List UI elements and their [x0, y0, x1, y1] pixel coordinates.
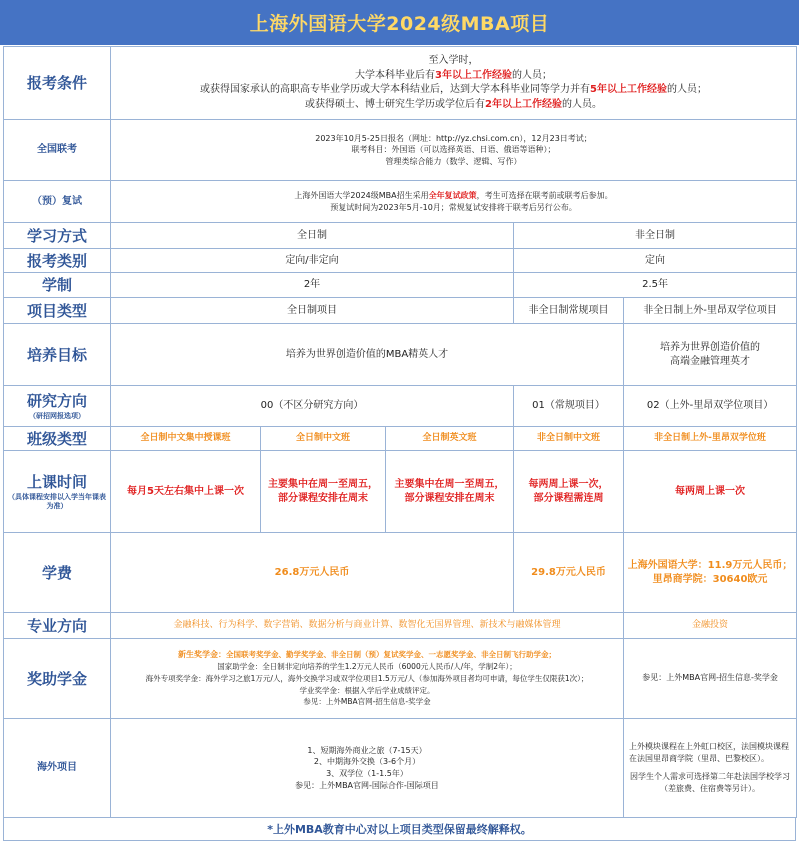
direction-label-text: 研究方向: [26, 391, 87, 410]
row-scholarship: [4, 639, 797, 719]
conditions-line-3: [114, 83, 793, 98]
overseas-label: 海外项目: [4, 719, 111, 818]
schedule-label-text: 上课时间: [26, 473, 87, 492]
retest-line-2: 预复试时间为2023年5月-10月；常规复试安排将于联考后另行公布。: [330, 202, 577, 212]
schedule-label: [4, 451, 111, 533]
schedule-c2: [261, 451, 386, 533]
major-c1: 金融科技、行为科学、数字营销、数据分析与商业计算、数智化无国界管理、新技术与融媒体管理: [111, 613, 624, 639]
duration-fulltime: 2年: [111, 273, 514, 298]
study-mode-label: 学习方式: [4, 223, 111, 249]
schedule-c2-line-1: 主要集中在周一至周五，: [268, 479, 378, 490]
row-exam: [4, 120, 797, 181]
exam-line-1: 2023年10月5-25日报名（网址：http://yz.chsi.com.cn），12月23日考试；: [315, 133, 592, 143]
program-type-c1: 全日制项目: [111, 298, 514, 324]
apply-type-parttime: 定向: [514, 249, 797, 273]
text: ，考生可选择在联考前或联考后参加。: [476, 190, 613, 200]
overseas-right-1: 上外模块课程在上外虹口校区，法国模块课程在法国里昂商学院（里昂、巴黎校区）。: [629, 742, 789, 763]
class-type-c5: 非全日制上外-里昂双学位班: [624, 427, 797, 451]
highlight: 全年复试政策: [428, 190, 477, 200]
tuition-c3-line-2: 里昂商学院：30640欧元: [652, 573, 768, 585]
program-type-c2: 非全日制常规项目: [514, 298, 624, 324]
scholarship-label: 奖助学金: [4, 639, 111, 719]
study-mode-parttime: 非全日制: [514, 223, 797, 249]
conditions-line-2: [114, 69, 793, 84]
row-duration: [4, 273, 797, 298]
row-conditions: [4, 47, 797, 120]
apply-type-label: 报考类别: [4, 249, 111, 273]
apply-type-fulltime: 定向/非定向: [111, 249, 514, 273]
scholarship-line-1: [114, 649, 620, 661]
text: 的人员。: [562, 98, 603, 110]
scholarship-line-4: 学业奖学金：根据入学后学业成绩评定。: [299, 685, 435, 695]
footer-note: *上外MBA教育中心对以上项目类型保留最终解释权。: [3, 817, 796, 841]
row-retest: [4, 181, 797, 223]
schedule-c3-line-1: 主要集中在周一至周五，: [394, 479, 505, 490]
schedule-c2-line-2: 部分课程安排在周末: [278, 492, 368, 504]
row-major: [4, 613, 797, 639]
retest-cell: [111, 181, 797, 223]
overseas-line-1: 1、短期海外商业之旅（7-15天）: [307, 745, 427, 755]
direction-label-sub: （研招网报选项）: [29, 411, 85, 420]
schedule-c4-line-2: 部分课程需连周: [533, 492, 604, 504]
row-overseas: [4, 719, 797, 818]
tuition-label: 学费: [4, 533, 111, 613]
scholarship-line-5: 参见：上外MBA官网-招生信息-奖学金: [303, 697, 431, 707]
program-type-label: 项目类型: [4, 298, 111, 324]
row-tuition: [4, 533, 797, 613]
schedule-c4-line-1: 每两周上课一次，: [528, 479, 609, 490]
row-direction: [4, 386, 797, 427]
text: 的人员；: [667, 84, 708, 95]
highlight: 全国联考奖学金、勤学奖学金、非全日制（预）复试奖学金、一志愿奖学金、非全日制飞行助学金；: [226, 650, 556, 660]
exam-line-2: 联考科目：外国语（可以选择英语、日语、俄语等语种）；: [351, 145, 556, 155]
duration-parttime: 2.5年: [514, 273, 797, 298]
row-class-type: [4, 427, 797, 451]
exam-cell: [111, 120, 797, 181]
direction-label: [4, 386, 111, 427]
duration-label: 学制: [4, 273, 111, 298]
goal-label: 培养目标: [4, 324, 111, 386]
highlight: 5年以上工作经验: [590, 84, 668, 95]
text: 大学本科毕业后有: [355, 69, 436, 81]
overseas-line-3: 3、双学位（1-1.5年）: [326, 769, 408, 778]
highlight: 2年以上工作经验: [485, 98, 563, 110]
row-goal: [4, 324, 797, 386]
goal-c2-line-1: 培养为世界创造价值的: [660, 342, 761, 353]
row-schedule: [4, 451, 797, 533]
page-title: 上海外国语大学2024级MBA项目: [249, 13, 550, 35]
program-type-c3: 非全日制上外-里昂双学位项目: [624, 298, 797, 324]
scholarship-cell: [111, 639, 624, 719]
exam-label: 全国联考: [4, 120, 111, 181]
tuition-c3-line-1: 上海外国语大学：11.9万元人民币；: [627, 560, 793, 571]
direction-c1: 00（不区分研究方向）: [111, 386, 514, 427]
exam-line-3: 管理类综合能力（数学、逻辑、写作）: [385, 156, 522, 166]
program-table: [3, 46, 797, 818]
text: 或获得国家承认的高职高专毕业学历或大学本科结业后，达到大学本科毕业同等学力并有: [200, 84, 591, 95]
schedule-c5: 每两周上课一次: [624, 451, 797, 533]
direction-c2: 01（常规项目）: [514, 386, 624, 427]
study-mode-fulltime: 全日制: [111, 223, 514, 249]
row-program-type: [4, 298, 797, 324]
scholarship-line-2: 国家助学金：全日制非定向培养的学生1.2万元人民币（6000元人民币/人/年，学制2年）；: [217, 662, 517, 672]
class-type-c2: 全日制中文班: [261, 427, 386, 451]
retest-label: （预）复试: [4, 181, 111, 223]
conditions-cell: [111, 47, 797, 120]
overseas-line-2: 2、中期海外交换（3-6个月）: [313, 757, 421, 767]
text: 新生奖学金：: [178, 650, 226, 660]
overseas-cell: [111, 719, 624, 818]
goal-c2-line-2: 高端金融管理英才: [670, 355, 751, 367]
schedule-c3-line-2: 部分课程安排在周末: [404, 492, 495, 504]
conditions-line-1: 至入学时，: [428, 55, 479, 66]
direction-c3: 02（上外-里昂双学位项目）: [624, 386, 797, 427]
highlight: 3年以上工作经验: [435, 69, 513, 81]
overseas-line-4: 参见：上外MBA官网-国际合作-国际项目: [295, 780, 439, 790]
tuition-c1: 26.8万元人民币: [111, 533, 514, 613]
retest-line-1: [114, 190, 793, 202]
tuition-c3: [624, 533, 797, 613]
tuition-c2: 29.8万元人民币: [514, 533, 624, 613]
class-type-c1: 全日制中文集中授课班: [111, 427, 261, 451]
conditions-line-4: [114, 98, 793, 113]
text: 或获得硕士、博士研究生学历或学位后有: [305, 98, 486, 110]
class-type-c3: 全日制英文班: [386, 427, 514, 451]
conditions-label: 报考条件: [4, 47, 111, 120]
overseas-right: [624, 719, 797, 818]
row-apply-type: [4, 249, 797, 273]
goal-c1: 培养为世界创造价值的MBA精英人才: [111, 324, 624, 386]
major-c2: 金融投资: [624, 613, 797, 639]
major-label: 专业方向: [4, 613, 111, 639]
class-type-c4: 非全日制中文班: [514, 427, 624, 451]
schedule-c1: 每月5天左右集中上课一次: [111, 451, 261, 533]
schedule-c3: [386, 451, 514, 533]
text: 上海外国语大学2024级MBA招生采用: [294, 190, 429, 200]
goal-c2: [624, 324, 797, 386]
schedule-label-sub: （具体课程安排以入学当年课表为准）: [8, 493, 106, 510]
title-bar: [0, 0, 799, 45]
row-study-mode: [4, 223, 797, 249]
text: 的人员；: [512, 69, 553, 81]
overseas-right-2: 因学生个人需求可选择第二年赴法国学校学习（差旅费、住宿费等另计）。: [630, 772, 791, 793]
scholarship-line-3: 海外专项奖学金：海外学习之旅1万元/人，海外交换学习或双学位项目1.5万元/人（参加海外项目者均可申请，每位学生仅限获1次）；: [145, 674, 589, 684]
class-type-label: 班级类型: [4, 427, 111, 451]
scholarship-right: 参见：上外MBA官网-招生信息-奖学金: [624, 639, 797, 719]
schedule-c4: [514, 451, 624, 533]
